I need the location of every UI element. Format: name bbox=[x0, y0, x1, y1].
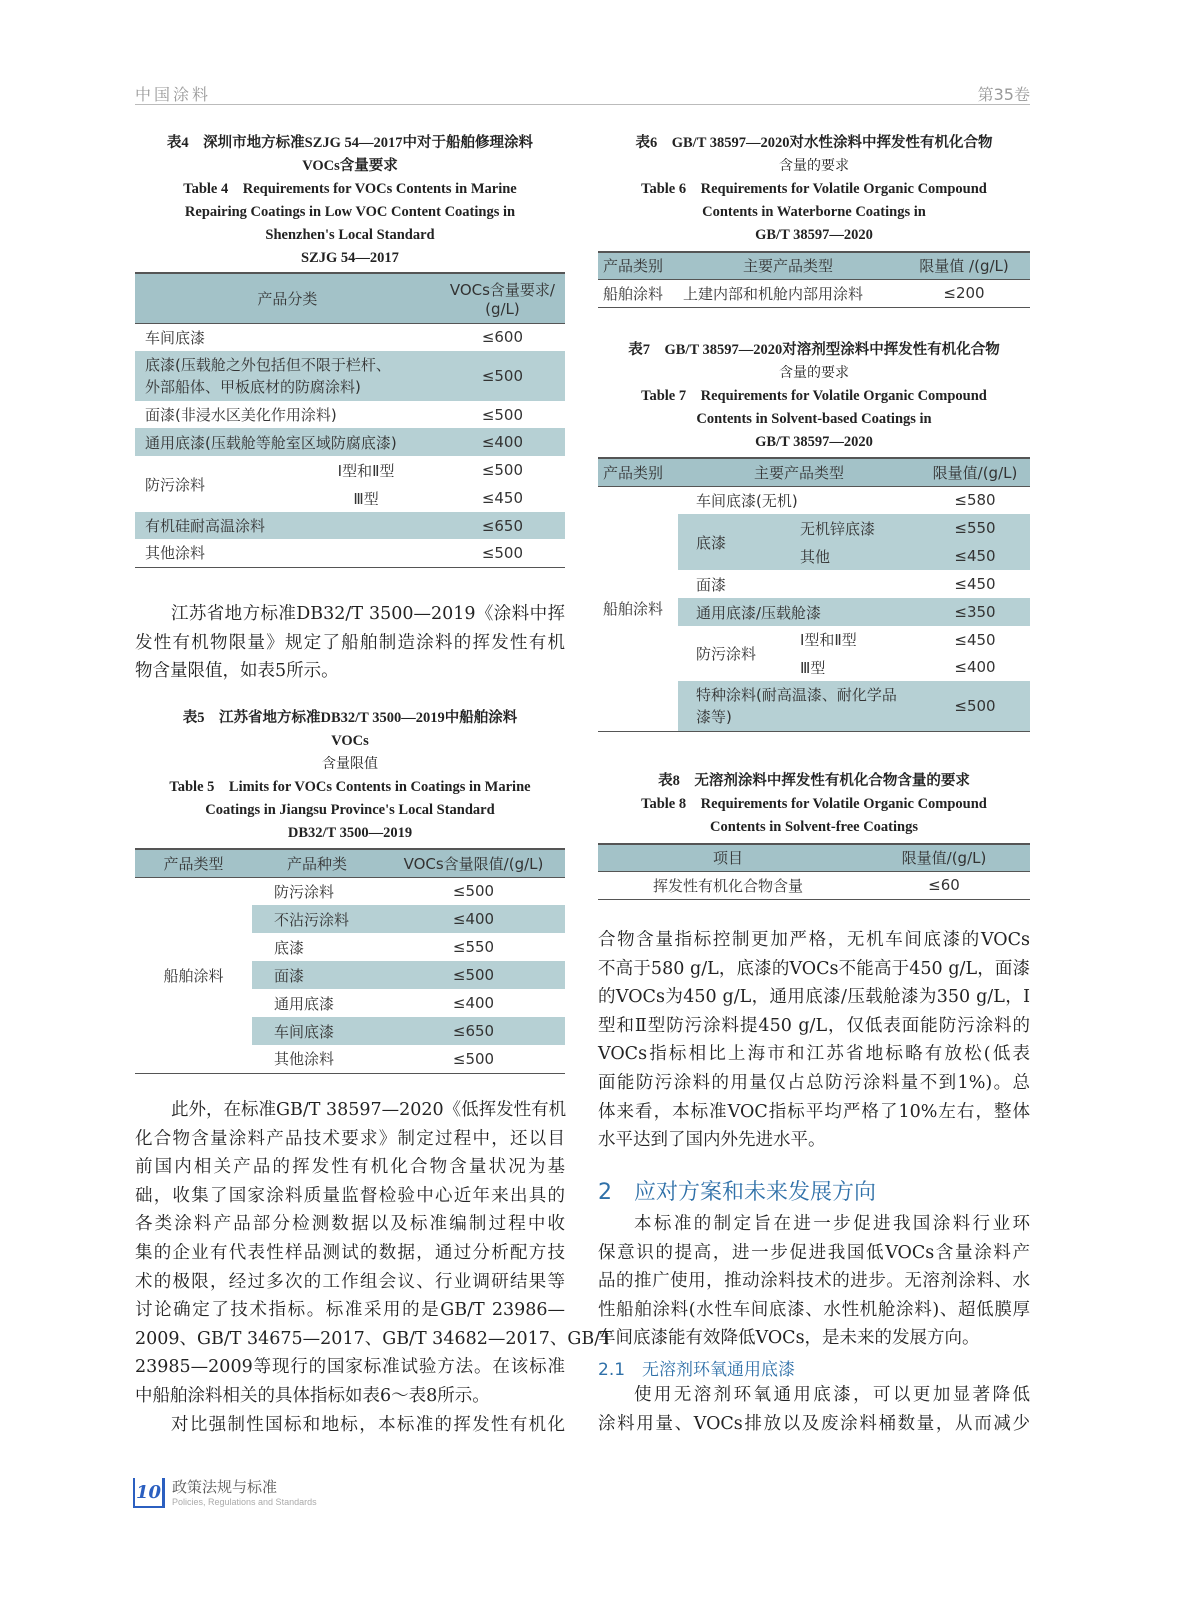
cell: ≤650 bbox=[452, 1022, 495, 1040]
paragraph: 此外，在标准GB/T 38597—2020《低挥发性有机 化合物含量涂料产品技术要求》制定过程中，还以目 前国内相关产品的挥发性有机化合物含量状况为基 础，收集了国家涂料质量监督检验中心近年来出具的 各类涂料产品部分检测数据以及标准编制过程中收 集的企业有代表性样品测试的数据，通过分析配方技 术的极限，经过多次的工作组会议、行业调研结果等 讨论确定了技术指标。标准采用的是GB/T 23986— 2009、GB/T 34675—2017、GB/T 34682—2017、GB/T 23985—2009等现行的国家标准试验方法。在该标准 中船舶涂料相关的具体指标如表6～表8所示。 对比强制性国标和地标，本标准的挥发性有机化 bbox=[135, 1100, 612, 1435]
section-heading: 2 应对方案和未来发展方向 bbox=[598, 1180, 876, 1205]
cell: ≤450 bbox=[481, 489, 524, 507]
th: 产品类型 bbox=[163, 854, 224, 873]
cell: ≤550 bbox=[452, 938, 495, 956]
cell: ≤500 bbox=[452, 1049, 495, 1068]
cell: 通用底漆/压载舱漆 bbox=[696, 603, 822, 622]
paragraph: 使用无溶剂环氧通用底漆，可以更加显著降低 涂料用量、VOCs排放以及废涂料桶数量，从而减少 bbox=[598, 1385, 1030, 1434]
header-rule bbox=[135, 104, 1030, 105]
table8 bbox=[598, 843, 1030, 900]
cell: 车间底漆(无机) bbox=[696, 491, 798, 510]
cell: 车间底漆 bbox=[145, 328, 206, 347]
cell: Ⅲ型 bbox=[800, 658, 826, 677]
cell: 其他涂料 bbox=[145, 544, 206, 563]
cell: ≤200 bbox=[943, 284, 985, 302]
cell: 面漆 bbox=[274, 966, 305, 985]
th: VOCs含量限值/(g/L) bbox=[403, 854, 544, 873]
paragraph: 江苏省地方标准DB32/T 3500—2019《涂料中挥 发性有机物限量》规定了船舶制造涂料的挥发性有机 物含量限值，如表5所示。 bbox=[135, 604, 565, 682]
cell: ≤500 bbox=[481, 405, 524, 424]
caption-en: Shenzhen's Local Standard bbox=[265, 227, 435, 243]
cell: 通用底漆 bbox=[274, 994, 335, 1013]
th: 产品种类 bbox=[286, 854, 347, 873]
cell: 防污涂料 bbox=[145, 475, 206, 494]
cell: ≤400 bbox=[452, 910, 495, 928]
cell: ≤500 bbox=[481, 543, 524, 562]
cell: ≤500 bbox=[481, 461, 524, 479]
th: 主要产品类型 bbox=[742, 257, 833, 276]
cell: ≤450 bbox=[954, 547, 996, 565]
page-number: 10 bbox=[135, 1482, 162, 1503]
th: 产品分类 bbox=[257, 289, 318, 308]
cell: ≤350 bbox=[954, 603, 996, 621]
cell: 防污涂料 bbox=[274, 882, 335, 901]
cell: 底漆(压载舱之外包括但不限于栏杆、 外部船体、甲板底材的防腐涂料) bbox=[145, 356, 391, 396]
cell: 其他涂料 bbox=[274, 1050, 335, 1069]
cell: ≤60 bbox=[928, 876, 960, 894]
subsection-heading: 2.1 无溶剂环氧通用底漆 bbox=[598, 1360, 796, 1380]
table5-caption: 表5 江苏省地方标准DB32/T 3500—2019中船舶涂料 VOCs 含量限值 Table 5 Limits for VOCs Contents in Coatings in Marine Coatings in Jiangsu Province's Local Standard DB32/T 3500—2019 bbox=[169, 710, 531, 841]
cell: 车间底漆 bbox=[274, 1022, 335, 1041]
paragraph: 本标准的制定旨在进一步促进我国涂料行业环 保意识的提高，进一步促进我国低VOCs含量涂料产 品的推广使用，推动涂料技术的进步。无溶剂涂料、水 性船舶涂料(水性车间底漆、水性机舱涂料)、超低膜厚 车间底漆能有效降低VOCs，是未来的发展方向。 bbox=[598, 1214, 1030, 1349]
cell: ≤580 bbox=[954, 491, 996, 510]
th: 限量值/(g/L) bbox=[932, 463, 1018, 482]
cell: 通用底漆(压载舱等舱室区域防腐底漆) bbox=[145, 433, 397, 452]
cell: Ⅰ型和Ⅱ型 bbox=[337, 461, 395, 480]
cell: 底漆 bbox=[274, 938, 305, 957]
cell: 有机硅耐高温涂料 bbox=[145, 517, 266, 535]
table6-caption: 表6 GB/T 38597—2020对水性涂料中挥发性有机化合物 含量的要求 Table 6 Requirements for Volatile Organic Compound Contents in Waterborne Coatings in GB/T 38597—2020 bbox=[635, 135, 993, 243]
paragraph: 合物含量指标控制更加严格，无机车间底漆的VOCs 不高于580 g/L，底漆的VOCs不能高于450 g/L，面漆 的VOCs为450 g/L，通用底漆/压载舱漆为350 g/L，Ⅰ 型和Ⅱ型防污涂料提450 g/L，仅低表面能防污涂料的 VOCs指标相比上海市和江苏省地标略有放松(低表 面能防污涂料的用量仅占总防污涂料量不到1%)。总 体来看，本标准VOC指标平均严格了10%左右，整体 水平达到了国内外先进水平。 bbox=[598, 930, 1030, 1151]
table7 bbox=[598, 457, 1030, 732]
cell: 面漆(非浸水区美化作用涂料) bbox=[145, 406, 337, 424]
page-number-box bbox=[133, 1478, 165, 1508]
th: 产品类别 bbox=[603, 463, 664, 482]
cell: Ⅰ型和Ⅱ型 bbox=[800, 631, 857, 649]
cell: 防污涂料 bbox=[696, 645, 757, 663]
th: 项目 bbox=[712, 849, 743, 868]
caption-zh: VOCs含量要求 bbox=[302, 158, 398, 174]
th: 限量值/(g/L) bbox=[901, 849, 987, 868]
table5 bbox=[135, 848, 565, 1074]
cell: ≤400 bbox=[452, 994, 495, 1012]
journal-name: 中国涂料 bbox=[135, 85, 212, 104]
cell: 船舶涂料 bbox=[163, 966, 224, 985]
footer-section-zh: 政策法规与标准 bbox=[172, 1478, 278, 1496]
cell: ≤500 bbox=[452, 882, 495, 901]
cell: 船舶涂料 bbox=[603, 600, 664, 618]
th: 产品类别 bbox=[603, 257, 664, 276]
cell: 特种涂料(耐高温漆、耐化学品 漆等) bbox=[696, 685, 897, 726]
cell: 挥发性有机化合物含量 bbox=[652, 876, 803, 895]
cell: ≤500 bbox=[452, 966, 495, 984]
th: 限量值 /(g/L) bbox=[919, 257, 1009, 276]
table8-caption: 表8 无溶剂涂料中挥发性有机化合物含量的要求 Table 8 Requirements for Volatile Organic Compound Contents in Solvent-free Coatings bbox=[641, 773, 987, 835]
th: 主要产品类型 bbox=[753, 463, 844, 482]
cell: ≤400 bbox=[954, 658, 996, 676]
table4-caption bbox=[135, 132, 565, 270]
cell: 船舶涂料 bbox=[603, 284, 664, 303]
cell: 其他 bbox=[800, 547, 831, 566]
cell: 底漆 bbox=[696, 533, 727, 552]
table6 bbox=[598, 251, 1030, 308]
cell: ≤400 bbox=[481, 433, 524, 451]
table4 bbox=[135, 272, 565, 568]
cell: ≤600 bbox=[481, 328, 524, 347]
cell: ≤550 bbox=[954, 519, 996, 537]
caption-zh: 表4 深圳市地方标准SZJG 54—2017中对于船舶修理涂料 bbox=[166, 135, 534, 151]
cell: 不沾污涂料 bbox=[274, 910, 350, 929]
cell: ≤500 bbox=[954, 696, 996, 715]
caption-en: SZJG 54—2017 bbox=[301, 250, 399, 266]
cell: ≤650 bbox=[481, 516, 524, 535]
cell: Ⅲ型 bbox=[353, 489, 379, 508]
caption-en: Table 4 Requirements for VOCs Contents in Marine bbox=[183, 181, 517, 197]
footer-section-en: Policies, Regulations and Standards bbox=[172, 1497, 317, 1507]
cell: ≤450 bbox=[954, 630, 996, 649]
cell: 上建内部和机舱内部用涂料 bbox=[683, 284, 864, 303]
table7-caption: 表7 GB/T 38597—2020对溶剂型涂料中挥发性有机化合物 含量的要求 Table 7 Requirements for Volatile Organic Compound Contents in Solvent-based Coatings in GB/T 38597—2020 bbox=[628, 342, 1000, 450]
caption-en: Repairing Coatings in Low VOC Content Coatings in bbox=[184, 204, 516, 220]
cell: ≤450 bbox=[954, 575, 996, 593]
cell: 面漆 bbox=[696, 575, 727, 594]
cell: 无机锌底漆 bbox=[800, 519, 876, 538]
th: VOCs含量要求/ (g/L) bbox=[449, 280, 555, 318]
volume-label: 第35卷 bbox=[977, 85, 1030, 104]
cell: ≤500 bbox=[481, 367, 524, 385]
